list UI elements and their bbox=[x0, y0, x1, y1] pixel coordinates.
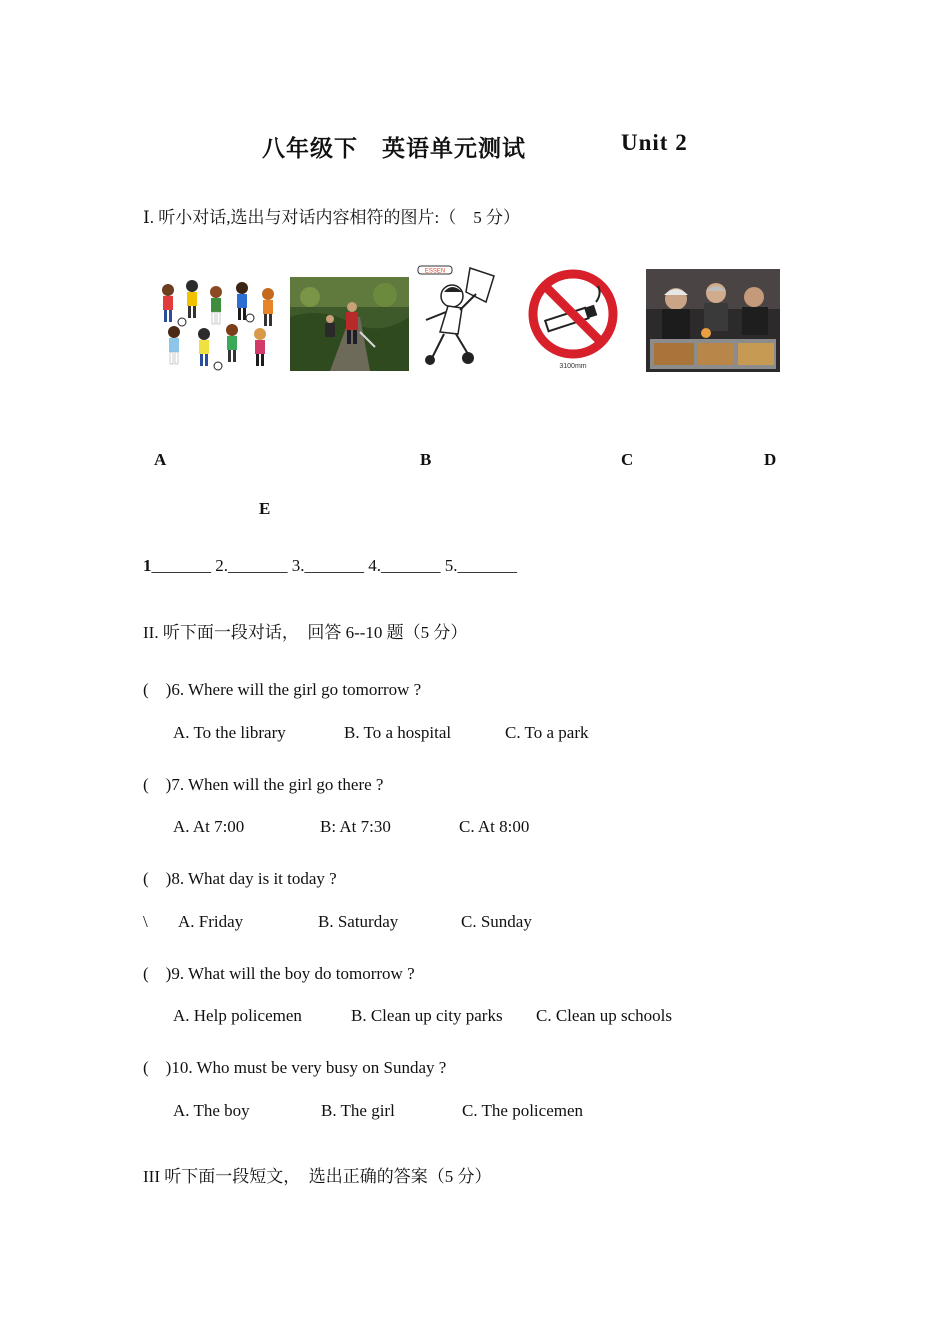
picture-label-a: A bbox=[154, 450, 167, 469]
picture-label-c: C bbox=[621, 450, 634, 469]
question-9: ( )9. What will the boy do tomorrow ? bbox=[143, 964, 415, 983]
size-caption: 3100mm bbox=[559, 363, 587, 370]
answer-blanks: _______ 2._______ 3._______ 4._______ 5._______ bbox=[151, 556, 517, 575]
question-7-option-b: B: At 7:30 bbox=[320, 817, 391, 836]
page-title: 八年级下 英语单元测试 bbox=[262, 136, 526, 161]
question-10-option-a: A. The boy bbox=[173, 1101, 250, 1120]
picture-label-e: E bbox=[259, 499, 271, 518]
question-7-option-a: A. At 7:00 bbox=[173, 817, 245, 836]
question-8-option-c: C. Sunday bbox=[461, 912, 532, 931]
essen-caption: ESSEN bbox=[424, 268, 446, 275]
question-9-option-b: B. Clean up city parks bbox=[351, 1006, 503, 1025]
question-9-option-c: C. Clean up schools bbox=[536, 1006, 672, 1025]
question-7: ( )7. When will the girl go there ? bbox=[143, 775, 384, 794]
question-8: ( )8. What day is it today ? bbox=[143, 869, 337, 888]
question-7-option-c: C. At 8:00 bbox=[459, 817, 530, 836]
question-10-option-c: C. The policemen bbox=[462, 1101, 584, 1120]
cartoon-running-boy-image bbox=[410, 262, 502, 372]
section-1-heading: Ⅰ. 听小对话,选出与对话内容相符的图片:（ 5 分） bbox=[143, 208, 520, 227]
question-8-option-a: A. Friday bbox=[178, 912, 244, 931]
question-6-option-a: A. To the library bbox=[173, 723, 286, 742]
answer-line-first: 1 bbox=[143, 556, 152, 575]
question-8-prefix: \ bbox=[143, 912, 148, 931]
section-3-heading: III 听下面一段短文， 选出正确的答案（5 分） bbox=[143, 1167, 492, 1186]
question-6: ( )6. Where will the girl go tomorrow ? bbox=[143, 680, 422, 699]
question-10: ( )10. Who must be very busy on Sunday ? bbox=[143, 1058, 447, 1077]
question-9-option-a: A. Help policemen bbox=[173, 1006, 302, 1025]
kids-playing-soccer-image bbox=[152, 272, 288, 374]
unit-title: Unit 2 bbox=[621, 130, 688, 155]
section-2-heading: II. 听下面一段对话， 回答 6--10 题（5 分） bbox=[143, 623, 468, 642]
question-6-option-b: B. To a hospital bbox=[344, 723, 452, 742]
question-8-option-b: B. Saturday bbox=[318, 912, 399, 931]
picture-label-d: D bbox=[764, 450, 777, 469]
volunteers-serving-food-image bbox=[646, 269, 780, 372]
picture-label-b: B bbox=[420, 450, 432, 469]
no-smoking-sign-image bbox=[512, 268, 634, 372]
answer-line bbox=[143, 556, 517, 576]
question-6-option-c: C. To a park bbox=[505, 723, 589, 742]
question-10-option-b: B. The girl bbox=[321, 1101, 395, 1120]
cleaning-forest-path-image bbox=[290, 277, 409, 371]
